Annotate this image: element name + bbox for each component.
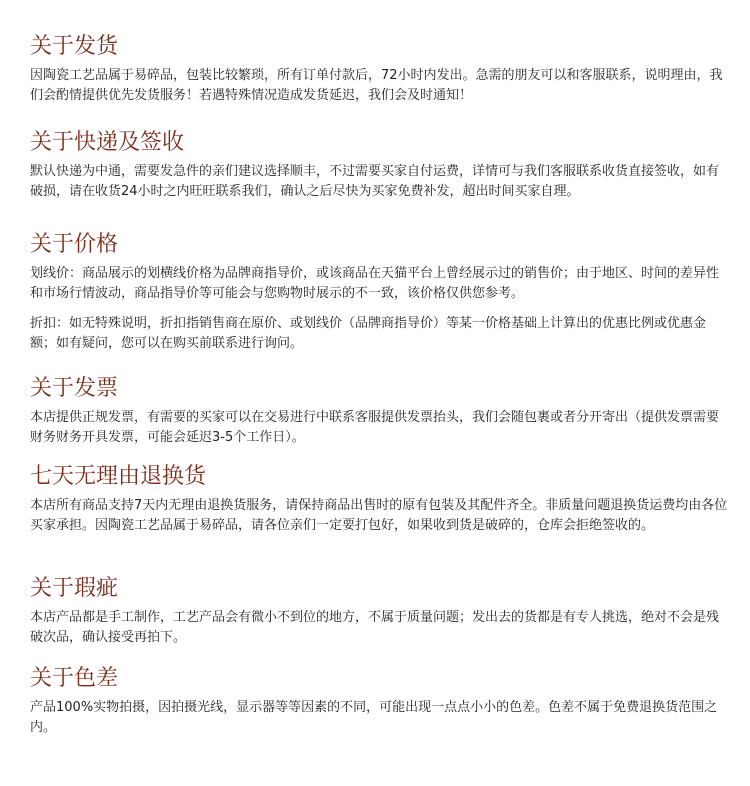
section-title: 关于快递及签收 xyxy=(30,130,185,155)
section-color-difference xyxy=(30,666,730,738)
section-shipping xyxy=(30,34,730,106)
section-text: 默认快递为中通，需要发急件的亲们建议选择顺丰，不过需要买家自付运费，详情可与我们客服联系收货直接签收，如有破损，请在收货24小时之内旺旺联系我们，确认之后尽快为买家免费补发，超出时间买家自理。 xyxy=(30,164,720,199)
section-title: 关于色差 xyxy=(30,666,119,691)
section-text: 本店产品都是手工制作，工艺产品会有微小不到位的地方，不属于质量问题；发出去的货都是有专人挑选，绝对不会是残破次品，确认接受再拍下。 xyxy=(30,610,720,645)
section-title: 关于价格 xyxy=(30,232,119,257)
section-text: 产品100%实物拍摄，因拍摄光线，显示器等等因素的不同，可能出现一点点小小的色差。色差不属于免费退换货范围之内。 xyxy=(30,700,718,735)
section-invoice xyxy=(30,376,730,448)
section-text-discount: 折扣：如无特殊说明，折扣指销售商在原价、或划线价（品牌商指导价）等某一价格基础上计算出的优惠比例或优惠金额；如有疑问，您可以在购买前联系进行询问。 xyxy=(30,316,707,351)
section-text: 本店提供正规发票，有需要的买家可以在交易进行中联系客服提供发票抬头，我们会随包裹或者分开寄出（提供发票需要财务财务开具发票，可能会延迟3-5个工作日）。 xyxy=(30,410,720,445)
section-text: 因陶瓷工艺品属于易碎品，包装比较繁琐，所有订单付款后，72小时内发出。急需的朋友可以和客服联系，说明理由，我们会酌情提供优先发货服务！若遇特殊情况造成发货延迟，我们会及时通知！ xyxy=(30,68,723,103)
section-flaws xyxy=(30,576,730,648)
section-title: 关于发票 xyxy=(30,376,119,401)
section-text: 本店所有商品支持7天内无理由退换货服务，请保持商品出售时的原有包装及其配件齐全。非质量问题退换货运费均由各位买家承担。因陶瓷工艺品属于易碎品，请各位亲们一定要打包好，如果收到货是破碎的，仓库会拒绝签收的。 xyxy=(30,498,728,533)
section-title: 关于发货 xyxy=(30,34,119,59)
section-title: 关于瑕疵 xyxy=(30,576,119,601)
section-price xyxy=(30,232,730,354)
section-seven-day-return xyxy=(30,464,730,536)
section-text-list-price: 划线价：商品展示的划横线价格为品牌商指导价，或该商品在天猫平台上曾经展示过的销售价；由于地区、时间的差异性和市场行情波动，商品指导价等可能会与您购物时展示的不一致，该价格仅供您参考。 xyxy=(30,266,720,301)
section-delivery-signing xyxy=(30,130,730,202)
section-title: 七天无理由退换货 xyxy=(30,464,207,489)
